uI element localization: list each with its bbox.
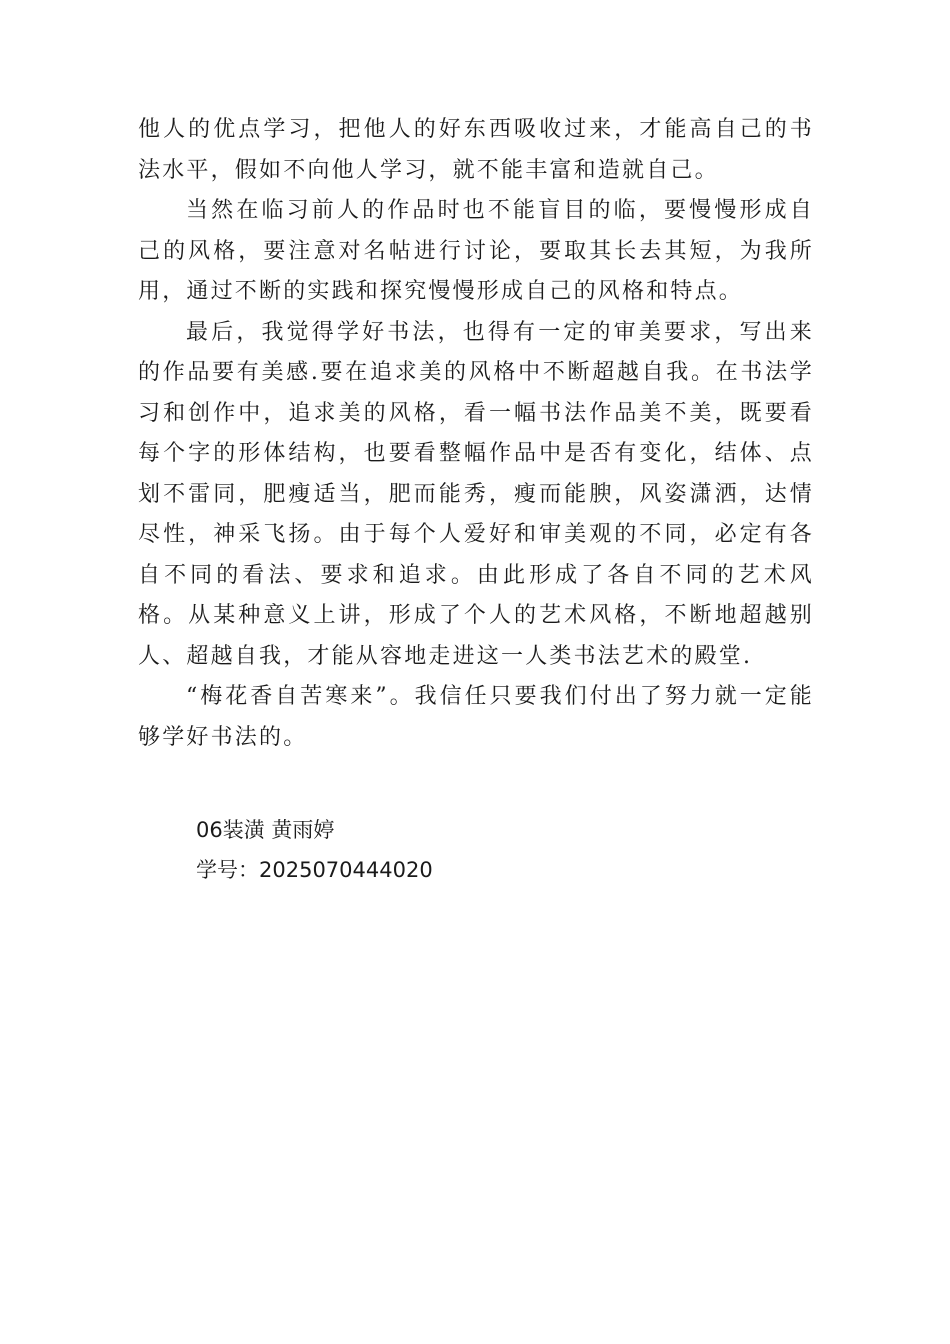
paragraph-style-development: 当然在临习前人的作品时也不能盲目的临，要慢慢形成自己的风格，要注意对名帖进行讨论，要取其长去其短，为我所用，通过不断的实践和探究慢慢形成自己的风格和特点。 [138,198,814,304]
paragraph-continuation: 他人的优点学习，把他人的好东西吸收过来，才能高自己的书法水平，假如不向他人学习，就不能丰富和造就自己。 [138,117,814,183]
paragraph-aesthetics: 最后，我觉得学好书法，也得有一定的审美要求，写出来的作品要有美感.要在追求美的风格中不断超越自我。在书法学习和创作中，追求美的风格，看一幅书法作品美不美，既要看每个字的形体结构，也要看整幅作品中是否有变化，结体、点划不雷同，肥瘦适当，肥而能秀，瘦而能腴，风姿潇洒，达情尽性，神采飞扬。由于每个人爱好和审美观的不同，必定有各自不同的看法、要求和追求。由此形成了各自不同的艺术风格。从某种意义上讲，形成了个人的艺术风格，不断地超越别人、超越自我，才能从容地走进这一人类书法艺术的殿堂. [138,319,814,669]
student-id: 学号：2025070444020 [196,858,433,882]
author-signature [196,810,433,890]
essay-body [138,110,814,758]
paragraph-conclusion: “梅花香自苦寒来”。我信任只要我们付出了努力就一定能够学好书法的。 [138,684,814,750]
author-class-name: 06装潢 黄雨婷 [196,818,335,842]
